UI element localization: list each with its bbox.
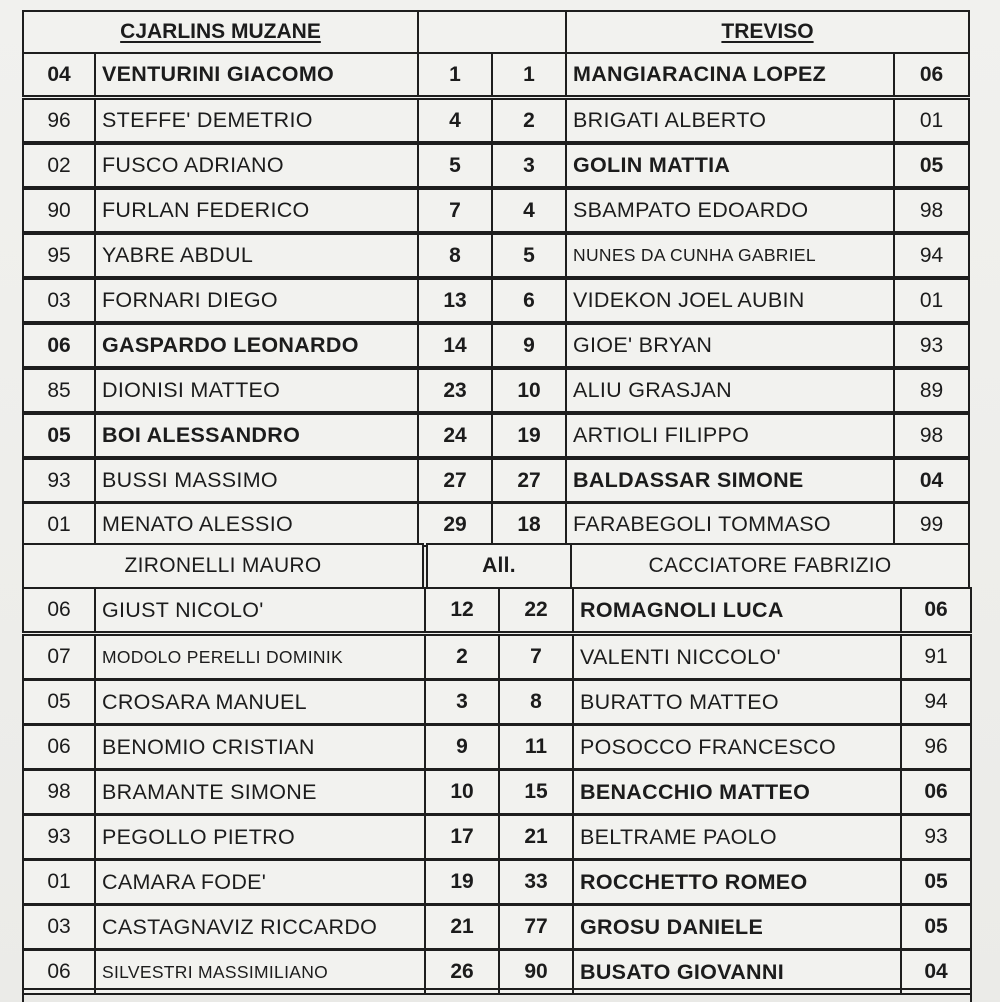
home-player-year: 90 bbox=[22, 188, 96, 233]
away-player-year: 06 bbox=[893, 52, 970, 97]
home-team-header bbox=[22, 10, 419, 54]
home-player-name: MENATO ALESSIO bbox=[94, 502, 419, 547]
away-shirt-number: 22 bbox=[498, 587, 574, 633]
away-player-year: 96 bbox=[900, 724, 972, 770]
away-player-name: ARTIOLI FILIPPO bbox=[565, 413, 895, 458]
away-coach-name: CACCIATORE FABRIZIO bbox=[648, 554, 892, 577]
away-team-header bbox=[565, 10, 970, 54]
away-player-name: ALIU GRASJAN bbox=[565, 368, 895, 413]
home-player-year: 03 bbox=[22, 904, 96, 950]
home-player-name: STEFFE' DEMETRIO bbox=[94, 98, 419, 143]
away-player-name: VIDEKON JOEL AUBIN bbox=[565, 278, 895, 323]
away-player-year: 05 bbox=[900, 859, 972, 905]
home-player-year: 06 bbox=[22, 724, 96, 770]
home-player-year: 95 bbox=[22, 233, 96, 278]
home-player-year: 85 bbox=[22, 368, 96, 413]
home-shirt-number: 12 bbox=[424, 587, 500, 633]
away-shirt-number: 4 bbox=[491, 188, 567, 233]
home-player-name: VENTURINI GIACOMO bbox=[94, 52, 419, 97]
away-shirt-number: 8 bbox=[498, 679, 574, 725]
away-player-year: 94 bbox=[893, 233, 970, 278]
away-shirt-number: 77 bbox=[498, 904, 574, 950]
home-player-name: BUSSI MASSIMO bbox=[94, 458, 419, 503]
home-coach bbox=[22, 543, 424, 589]
home-team-name: CJARLINS MUZANE bbox=[120, 20, 321, 43]
home-shirt-number: 24 bbox=[417, 413, 493, 458]
away-shirt-number: 3 bbox=[491, 143, 567, 188]
away-shirt-number: 19 bbox=[491, 413, 567, 458]
home-player-name: PEGOLLO PIETRO bbox=[94, 814, 426, 860]
away-player-name: GIOE' BRYAN bbox=[565, 323, 895, 368]
away-player-name: ROMAGNOLI LUCA bbox=[572, 587, 902, 633]
away-player-year: 06 bbox=[900, 587, 972, 633]
home-player-name: GASPARDO LEONARDO bbox=[94, 323, 419, 368]
away-player-name: SBAMPATO EDOARDO bbox=[565, 188, 895, 233]
home-player-year: 93 bbox=[22, 458, 96, 503]
home-shirt-number: 3 bbox=[424, 679, 500, 725]
away-player-year: 89 bbox=[893, 368, 970, 413]
home-shirt-number: 13 bbox=[417, 278, 493, 323]
away-player-year: 94 bbox=[900, 679, 972, 725]
away-player-year: 05 bbox=[900, 904, 972, 950]
away-player-year: 04 bbox=[893, 458, 970, 503]
away-shirt-number: 5 bbox=[491, 233, 567, 278]
home-player-name: CASTAGNAVIZ RICCARDO bbox=[94, 904, 426, 950]
away-shirt-number: 2 bbox=[491, 98, 567, 143]
away-player-name: GROSU DANIELE bbox=[572, 904, 902, 950]
home-shirt-number: 29 bbox=[417, 502, 493, 547]
away-player-name: VALENTI NICCOLO' bbox=[572, 634, 902, 680]
away-player-name: BURATTO MATTEO bbox=[572, 679, 902, 725]
home-shirt-number: 4 bbox=[417, 98, 493, 143]
home-player-name: SILVESTRI MASSIMILIANO bbox=[94, 949, 426, 995]
home-player-year: 01 bbox=[22, 859, 96, 905]
home-player-name: FORNARI DIEGO bbox=[94, 278, 419, 323]
home-player-name: YABRE ABDUL bbox=[94, 233, 419, 278]
home-player-year: 05 bbox=[22, 679, 96, 725]
away-player-name: FARABEGOLI TOMMASO bbox=[565, 502, 895, 547]
away-player-name: BELTRAME PAOLO bbox=[572, 814, 902, 860]
home-player-name: MODOLO PERELLI DOMINIK bbox=[94, 634, 426, 680]
home-shirt-number: 26 bbox=[424, 949, 500, 995]
home-shirt-number: 8 bbox=[417, 233, 493, 278]
home-shirt-number: 7 bbox=[417, 188, 493, 233]
away-shirt-number: 27 bbox=[491, 458, 567, 503]
home-player-year: 03 bbox=[22, 278, 96, 323]
home-player-year: 04 bbox=[22, 52, 96, 97]
home-player-name: BRAMANTE SIMONE bbox=[94, 769, 426, 815]
home-player-name: GIUST NICOLO' bbox=[94, 587, 426, 633]
home-shirt-number: 9 bbox=[424, 724, 500, 770]
home-shirt-number: 21 bbox=[424, 904, 500, 950]
home-player-year: 05 bbox=[22, 413, 96, 458]
home-shirt-number: 14 bbox=[417, 323, 493, 368]
away-player-name: NUNES DA CUNHA GABRIEL bbox=[565, 233, 895, 278]
home-shirt-number: 2 bbox=[424, 634, 500, 680]
home-player-name: CAMARA FODE' bbox=[94, 859, 426, 905]
away-shirt-number: 9 bbox=[491, 323, 567, 368]
away-shirt-number: 21 bbox=[498, 814, 574, 860]
away-player-year: 93 bbox=[893, 323, 970, 368]
home-coach-name: ZIRONELLI MAURO bbox=[124, 554, 322, 577]
away-shirt-number: 6 bbox=[491, 278, 567, 323]
away-player-year: 99 bbox=[893, 502, 970, 547]
away-player-name: ROCCHETTO ROMEO bbox=[572, 859, 902, 905]
home-player-name: DIONISI MATTEO bbox=[94, 368, 419, 413]
home-player-name: FUSCO ADRIANO bbox=[94, 143, 419, 188]
away-player-name: BRIGATI ALBERTO bbox=[565, 98, 895, 143]
away-shirt-number: 11 bbox=[498, 724, 574, 770]
away-player-name: BUSATO GIOVANNI bbox=[572, 949, 902, 995]
away-player-year: 91 bbox=[900, 634, 972, 680]
home-shirt-number: 10 bbox=[424, 769, 500, 815]
away-player-year: 01 bbox=[893, 98, 970, 143]
home-player-year: 01 bbox=[22, 502, 96, 547]
away-player-name: POSOCCO FRANCESCO bbox=[572, 724, 902, 770]
home-player-year: 93 bbox=[22, 814, 96, 860]
home-player-year: 98 bbox=[22, 769, 96, 815]
home-shirt-number: 27 bbox=[417, 458, 493, 503]
home-player-name: FURLAN FEDERICO bbox=[94, 188, 419, 233]
away-shirt-number: 33 bbox=[498, 859, 574, 905]
away-player-year: 98 bbox=[893, 413, 970, 458]
home-player-name: BENOMIO CRISTIAN bbox=[94, 724, 426, 770]
away-player-year: 01 bbox=[893, 278, 970, 323]
away-player-name: BALDASSAR SIMONE bbox=[565, 458, 895, 503]
home-player-year: 06 bbox=[22, 323, 96, 368]
home-player-year: 06 bbox=[22, 949, 96, 995]
home-shirt-number: 1 bbox=[417, 52, 493, 97]
away-shirt-number: 15 bbox=[498, 769, 574, 815]
away-player-year: 98 bbox=[893, 188, 970, 233]
away-shirt-number: 7 bbox=[498, 634, 574, 680]
away-shirt-number: 90 bbox=[498, 949, 574, 995]
coach-label: All. bbox=[482, 554, 516, 577]
home-shirt-number: 17 bbox=[424, 814, 500, 860]
away-shirt-number: 10 bbox=[491, 368, 567, 413]
home-shirt-number: 5 bbox=[417, 143, 493, 188]
away-shirt-number: 18 bbox=[491, 502, 567, 547]
away-player-name: GOLIN MATTIA bbox=[565, 143, 895, 188]
away-player-year: 05 bbox=[893, 143, 970, 188]
away-player-name: BENACCHIO MATTEO bbox=[572, 769, 902, 815]
home-player-name: CROSARA MANUEL bbox=[94, 679, 426, 725]
home-player-name: BOI ALESSANDRO bbox=[94, 413, 419, 458]
away-shirt-number: 1 bbox=[491, 52, 567, 97]
home-player-year: 02 bbox=[22, 143, 96, 188]
coach-label-cell bbox=[426, 543, 572, 589]
header-spacer bbox=[417, 10, 567, 54]
away-player-year: 06 bbox=[900, 769, 972, 815]
home-shirt-number: 19 bbox=[424, 859, 500, 905]
home-shirt-number: 23 bbox=[417, 368, 493, 413]
home-player-year: 96 bbox=[22, 98, 96, 143]
home-player-year: 06 bbox=[22, 587, 96, 633]
away-player-name: MANGIARACINA LOPEZ bbox=[565, 52, 895, 97]
away-player-year: 93 bbox=[900, 814, 972, 860]
away-coach bbox=[570, 543, 970, 589]
away-team-name: TREVISO bbox=[721, 20, 814, 43]
away-player-year: 04 bbox=[900, 949, 972, 995]
home-player-year: 07 bbox=[22, 634, 96, 680]
